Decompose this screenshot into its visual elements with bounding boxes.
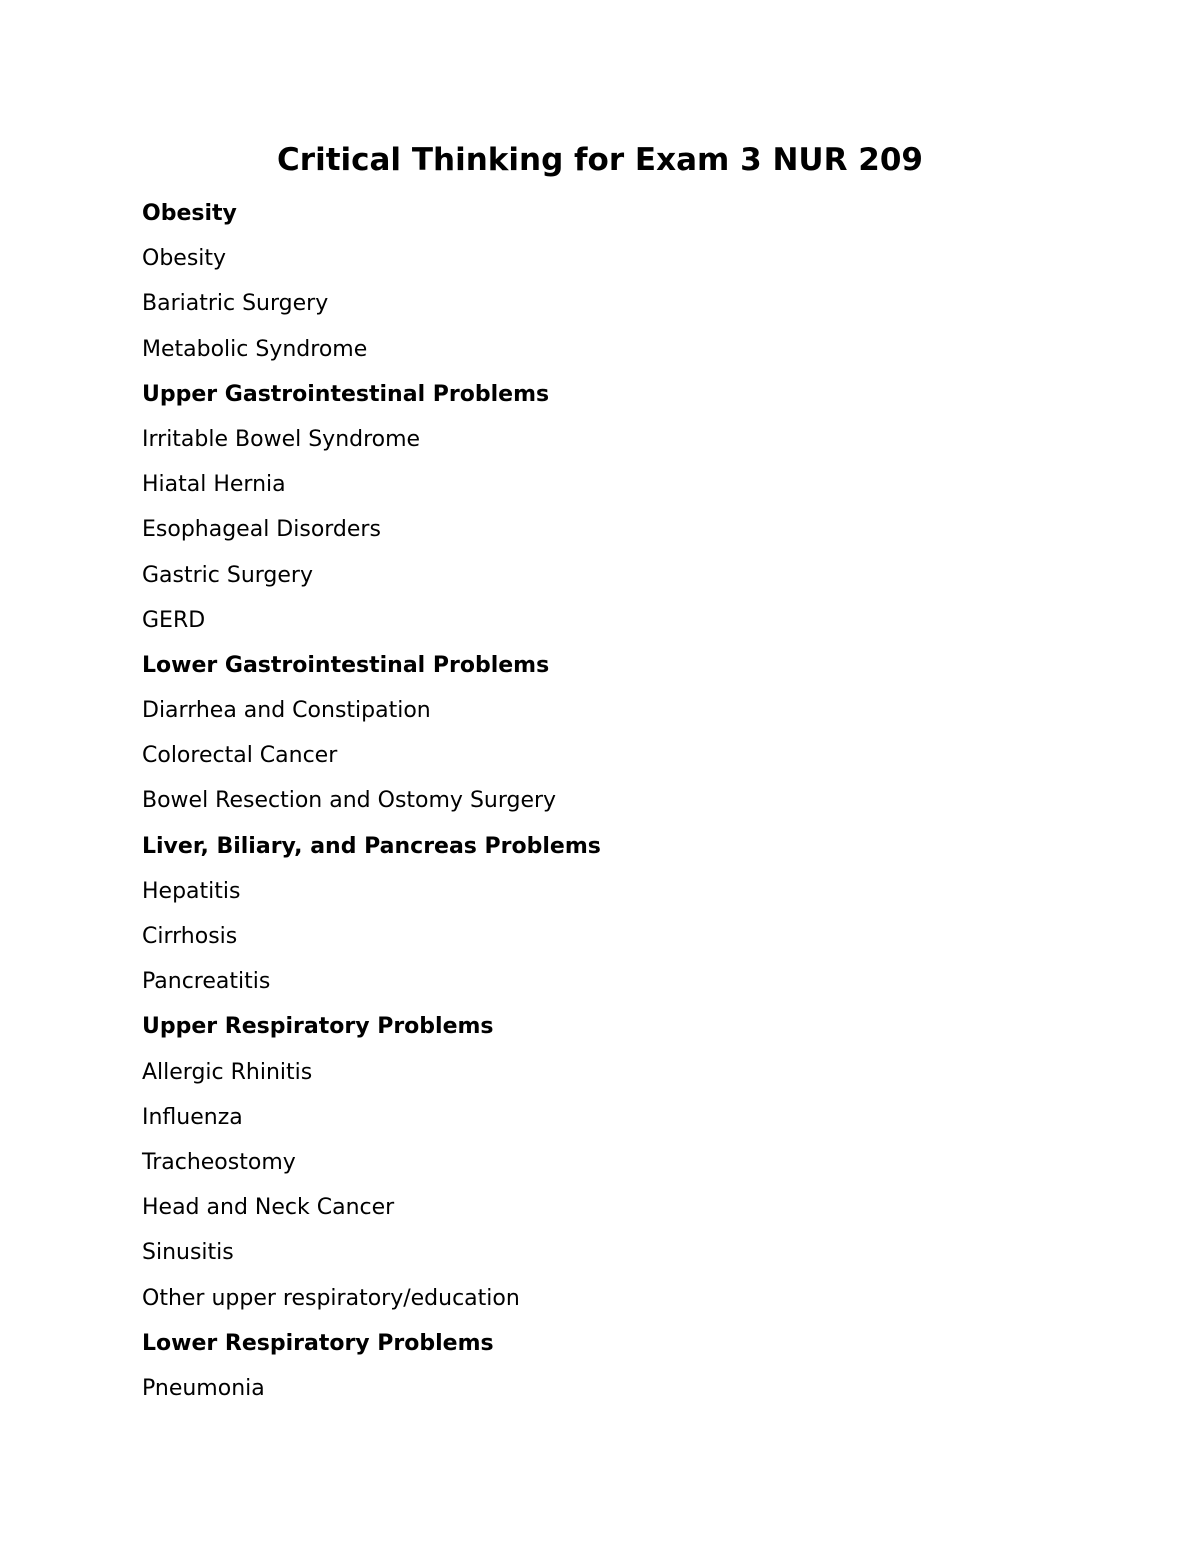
list-item: Pneumonia [142,1375,265,1401]
list-item: Hiatal Hernia [142,472,286,498]
section-heading-upper-respiratory: Upper Respiratory Problems [142,1014,494,1040]
list-item: GERD [142,607,206,633]
list-item: Esophageal Disorders [142,517,381,543]
list-item: Gastric Surgery [142,562,313,588]
list-item: Colorectal Cancer [142,743,338,769]
list-item: Influenza [142,1104,243,1130]
list-item: Obesity [142,246,227,272]
section-heading-liver-biliary-pancreas: Liver, Biliary, and Pancreas Problems [142,833,601,859]
section-heading-lower-respiratory: Lower Respiratory Problems [142,1330,494,1356]
section-heading-upper-gi: Upper Gastrointestinal Problems [142,381,550,407]
list-item: Pancreatitis [142,969,271,995]
list-item: Hepatitis [142,878,241,904]
section-heading-lower-gi: Lower Gastrointestinal Problems [142,652,550,678]
list-item: Bowel Resection and Ostomy Surgery [142,788,557,814]
page-title: Critical Thinking for Exam 3 NUR 209 [277,142,923,178]
topic-list [142,191,1142,1411]
list-item: Bariatric Surgery [142,291,329,317]
list-item: Allergic Rhinitis [142,1059,313,1085]
list-item: Sinusitis [142,1240,234,1266]
list-item: Head and Neck Cancer [142,1195,395,1221]
section-heading-obesity: Obesity [142,201,237,226]
list-item: Tracheostomy [142,1149,296,1175]
list-item: Irritable Bowel Syndrome [142,426,421,452]
list-item: Other upper respiratory/education [142,1285,520,1311]
list-item: Metabolic Syndrome [142,336,368,362]
list-item: Cirrhosis [142,924,238,949]
list-item: Diarrhea and Constipation [142,698,431,724]
